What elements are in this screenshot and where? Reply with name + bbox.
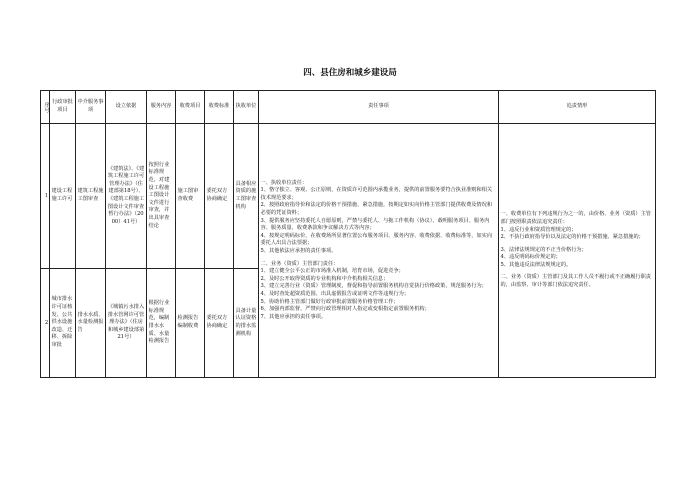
fee-standard-cell: 委托双方协商确定 <box>205 269 234 378</box>
header-responsibilities: 责任事项 <box>259 91 499 124</box>
header-index: 序号 <box>41 91 50 124</box>
service-item-cell: 建筑工程施工图审查 <box>76 124 106 269</box>
approval-item-cell: 城市排水许可证核发、公共供水设施改造、迁移、拆除审批 <box>50 269 76 378</box>
acc-section1-title: 一、收费单位有下列违规行为之一的，由价格、业务（资质）主管部门按照职责依法追究责任： <box>500 211 651 225</box>
content-cell: 按照行业标准规范，对建设工程施工图设计文件进行审查，并出具审查结论 <box>147 124 176 269</box>
header-accountability: 追责情形 <box>499 91 656 124</box>
list-item: 6、加强内部监督，严禁向行政管理相对人指定或变相指定前置服务机构； <box>260 306 430 313</box>
table-header-row <box>41 91 656 124</box>
fee-item-cell: 施工图审查收费 <box>176 124 205 269</box>
page-title: 四、县住房和城乡建设局 <box>303 68 397 78</box>
fee-item-cell: 检测报告编制收费 <box>176 269 205 378</box>
list-item: 3、提供服务应坚持委托人自愿原则，严禁与委托人、与拖工作机构（协议），载明服务项目、服务内容、服务质量、收费条款和争议解决方式等内容； <box>260 217 490 232</box>
header-basis: 设立依据 <box>106 91 147 124</box>
list-item: 5、协助价格主管部门做好行政审批前置服务价格管理工作； <box>260 298 399 305</box>
header-service-item: 中介服务事项 <box>76 91 106 124</box>
list-item: 4、按规定明码标价，在收费场所显著位置公布服务项目、服务内容、收费依据、收费标准等，如实向委托人出具合法票据； <box>260 232 493 247</box>
basis-cell: 《城镇污水排入排水管网许可管理办法》（住房和城乡建设部第21号） <box>106 269 147 378</box>
collector-cell: 具备相应资质的施工图审查机构 <box>234 124 259 269</box>
row-index: 2 <box>41 269 50 378</box>
fee-standard-cell: 委托双方协商确定 <box>205 124 234 269</box>
list-item: 3、法律法规规定的不正当价格行为； <box>500 246 587 253</box>
row-index: 1 <box>41 124 50 269</box>
fee-responsibility-table <box>40 90 656 378</box>
list-item: 3、建立完善行业（资质）管理制度，督促和指导前置服务机构自觉执行价格政策，规范服务行为； <box>260 283 487 290</box>
resp-section2-title: 二、业务（资质）主管部门责任： <box>260 260 339 267</box>
header-collector: 执收单位 <box>234 91 259 124</box>
responsibilities-cell <box>259 124 499 378</box>
list-item: 5、其他违反法律法规规定的。 <box>500 261 572 268</box>
approval-item-cell: 建设工程施工许可 <box>50 124 76 269</box>
header-fee-item: 收费项目 <box>176 91 205 124</box>
table-row <box>41 124 656 269</box>
list-item: 1、恪守独立、客观、公正原则，在资质许可范围内承揽业务，提供的前置服务要符合执业准则和相关技术规范要求； <box>260 187 493 201</box>
list-item: 1、建立健全公平公正的市场准入机制，培育市场，促进竞争； <box>260 268 404 275</box>
list-item: 4、违反明码标价规定的； <box>500 254 561 261</box>
list-item: 5、其他依法应承担的责任事项。 <box>260 248 337 254</box>
list-item: 4、及时查处超资质范围、出具虚假报告或证明文件等违规行为； <box>260 290 410 297</box>
list-item: 7、其他应承担的责任事项。 <box>260 313 327 320</box>
resp-section1-title: 一、执收单位责任： <box>260 179 308 186</box>
basis-cell: 《建筑法》、《建筑工程施工许可管理办法》（住建部第18号）、《建筑工程施工图设计文件审查暂行办法》（2000）41号） <box>106 124 147 269</box>
header-content: 服务内容 <box>147 91 176 124</box>
header-approval-item: 行政审批项目 <box>50 91 76 124</box>
list-item: 2、按照政府指导价和法定的价格干预措施、紧急措施，按期定如实向价格主管部门提供收费及情况和必要的凭证资料； <box>260 202 493 217</box>
accountability-cell <box>499 124 656 378</box>
list-item: 2、不执行政府指导价以及法定的价格干预措施、紧急措施的； <box>500 234 644 241</box>
acc-section2-text: 二、业务（资质）主管部门及其工作人员不履行或不正确履行职责的，由监察、审计等部门依法追究责任。 <box>500 274 651 289</box>
list-item: 1、违反行业和资质管理规定的； <box>500 226 577 233</box>
header-fee-standard: 收费标准 <box>205 91 234 124</box>
content-cell: 根据行业标准规范，编制排水水质、水量检测报告 <box>147 269 176 378</box>
list-item: 2、及时公开取得资质的专业机构和中介机构相关信息； <box>260 275 389 282</box>
service-item-cell: 排水水质、水量检测报告 <box>76 269 106 378</box>
collector-cell: 具备计量认证资格的排水监测机构 <box>234 269 259 378</box>
